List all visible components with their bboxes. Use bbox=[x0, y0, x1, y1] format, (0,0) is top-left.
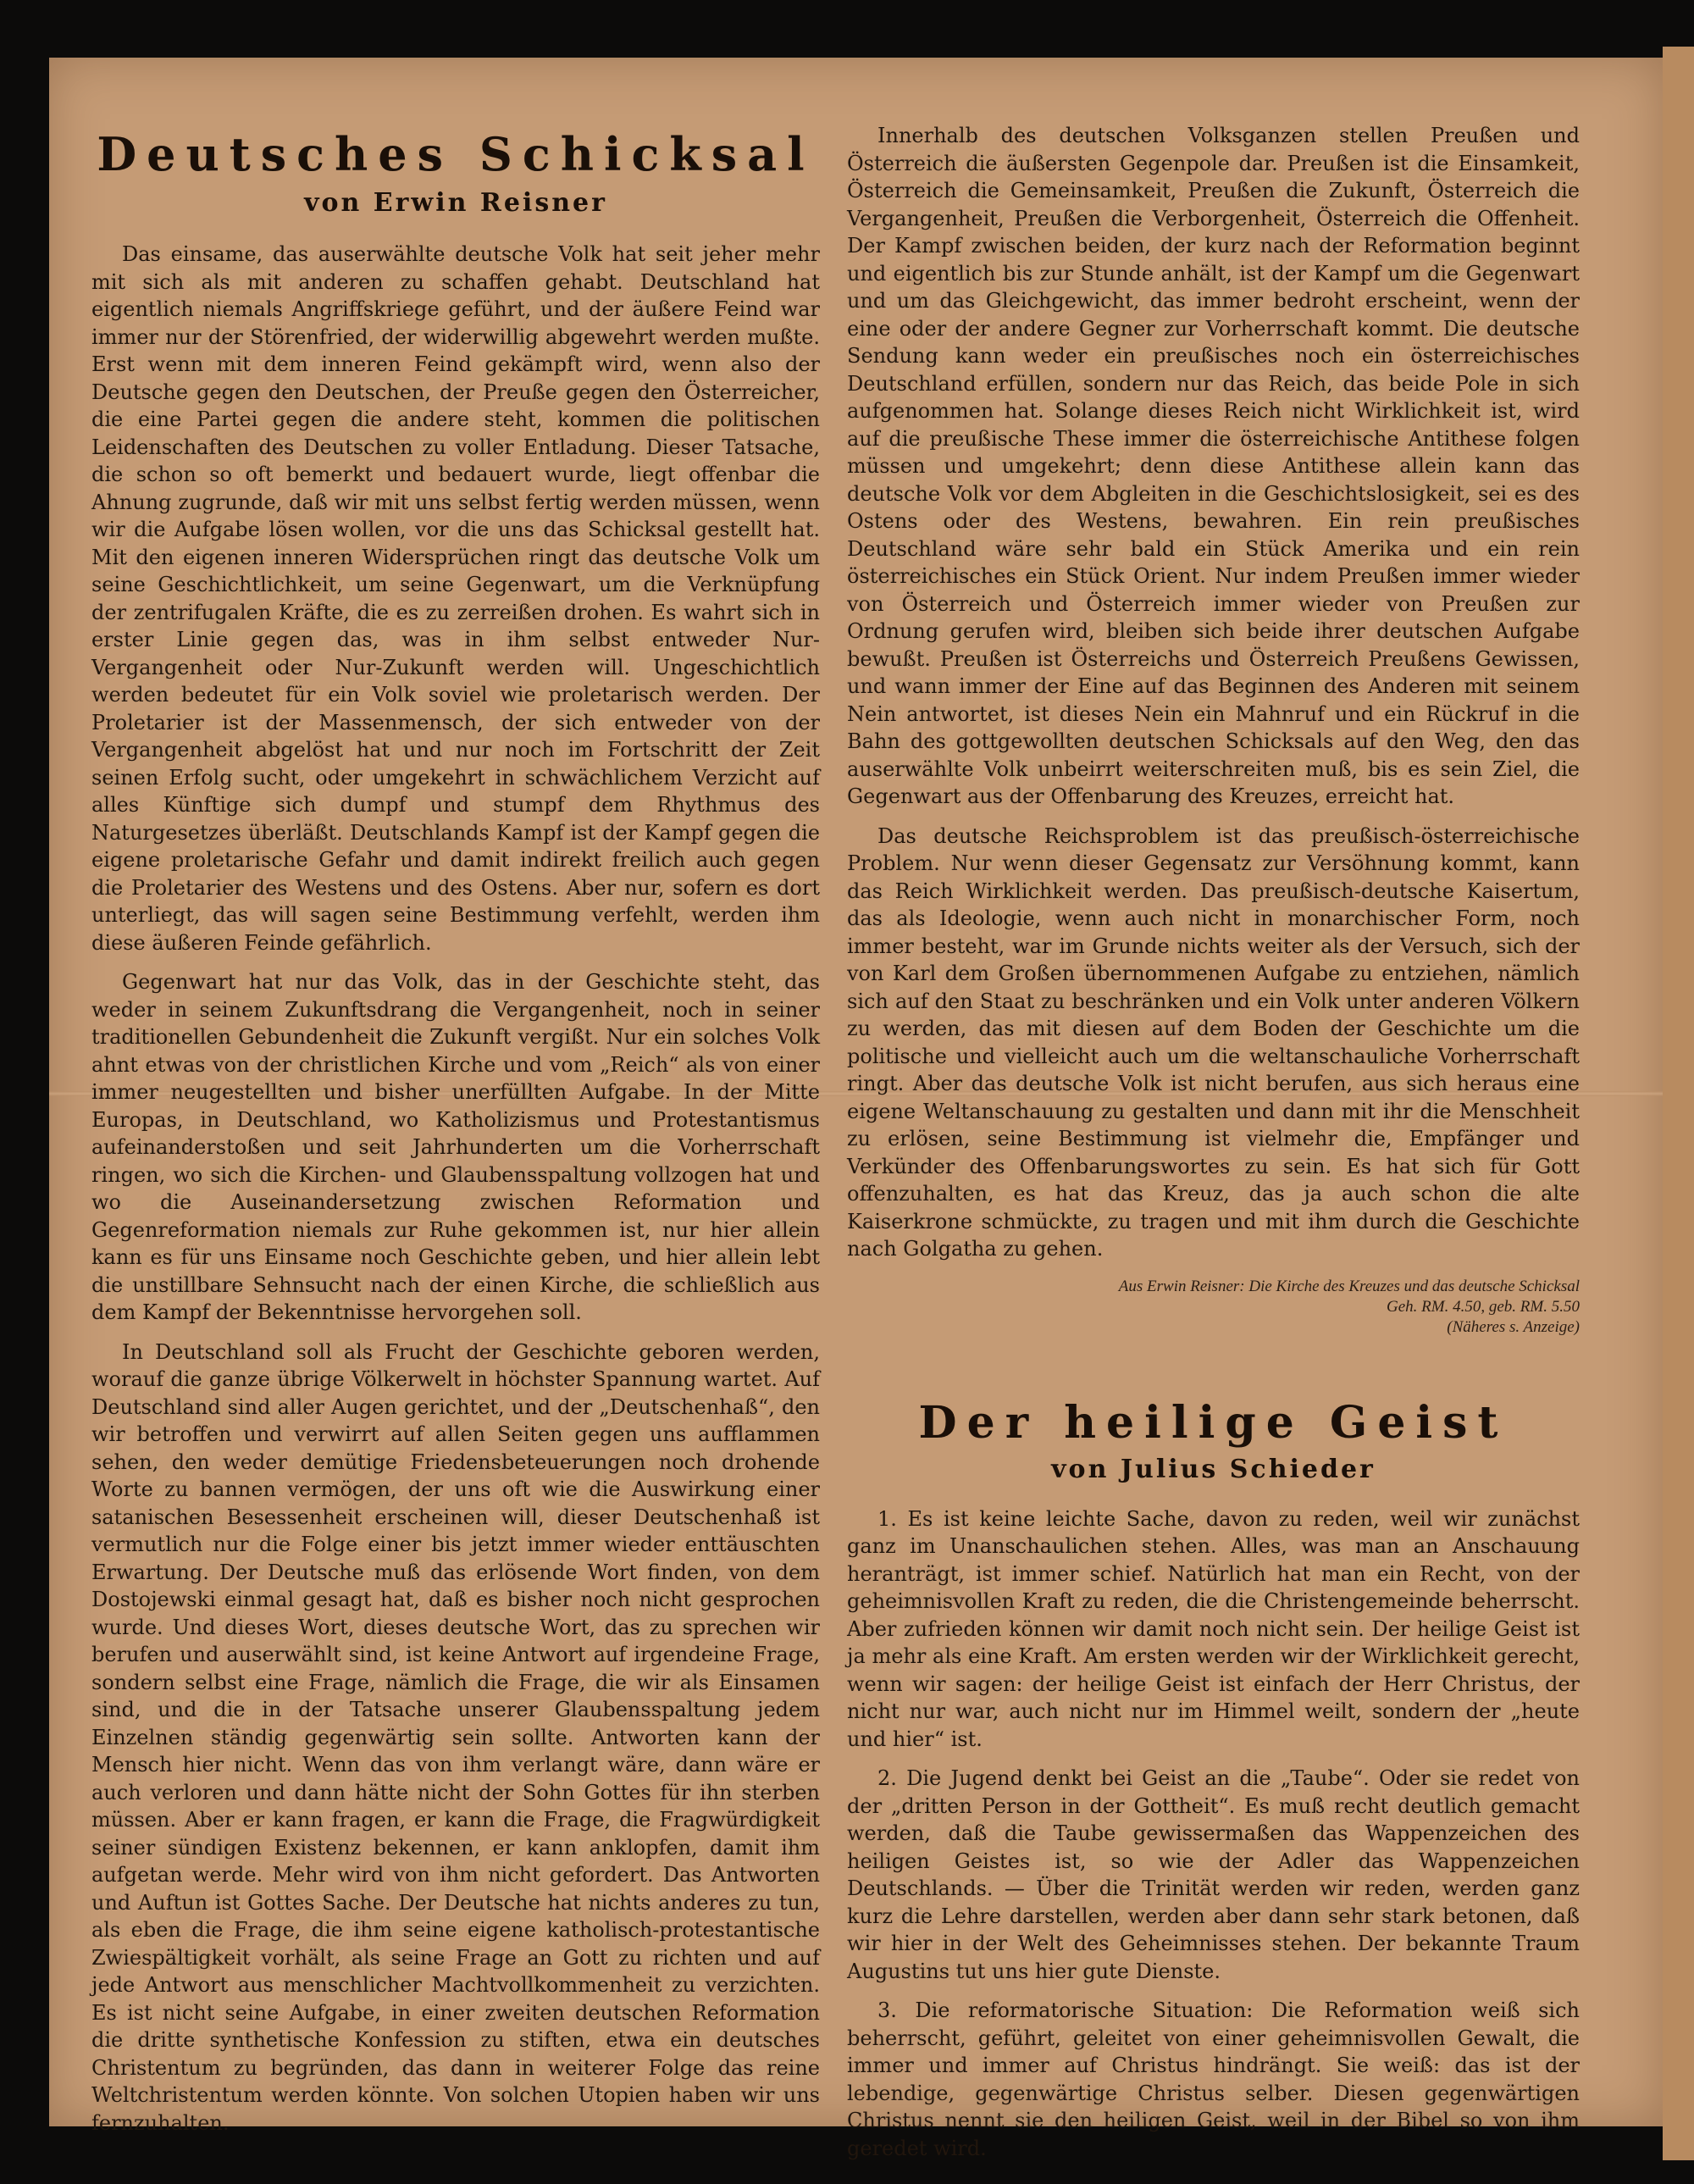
article1-paragraph: Gegenwart hat nur das Volk, das in der Geschichte steht, das weder in seinem Zukunftsdrang die Vergangenheit, noch in seiner traditionellen Gebundenheit die Zukunft vergißt. Nur ein solches Volk ahnt etwas von der christlichen Kirche und vom „Reich“ als von einer immer neugestellten und bisher unerfüllten Aufgabe. In der Mitte Europas, in Deutschland, wo Katholizismus und Protestantismus aufeinanderstoßen und seit Jahrhunderten um die Vorherrschaft ringen, wo sich die Kirchen- und Glaubensspaltung vollzogen hat und wo die Auseinandersetzung zwischen Reformation und Gegenreformation niemals zur Ruhe gekommen ist, nur hier allein kann es für uns Einsame noch Geschichte geben, und hier allein lebt die unstillbare Sehnsucht nach der einen Kirche, die schließlich aus dem Kampf der Bekenntnisse hervorgehen soll. bbox=[91, 970, 820, 1324]
article2-title: Der heilige Geist bbox=[918, 1396, 1509, 1449]
article2-paragraph: 2. Die Jugend denkt bei Geist an die „Taube“. Oder sie redet von der „dritten Person in der Gottheit“. Es muß recht deutlich gemacht werden, daß die Taube gewissermaßen das Wappenzeichen des heiligen Geistes ist, so wie der Adler das Wappenzeichen Deutschlands. — Über die Trinität werden wir reden, werden ganz kurz die Lehre darstellen, werden aber dann sehr stark betonen, daß wir hier in der Welt des Geheimnisses stehen. Der bekannte Traum Augustins tut uns hier gute Dienste. bbox=[847, 1766, 1580, 1983]
article1-paragraph: Das einsame, das auserwählte deutsche Volk hat seit jeher mehr mit sich als mit anderen zu schaffen gehabt. Deutschland hat eigentlich niemals Angriffskriege geführt, und der äußere Feind war immer nur der Störenfried, der widerwillig abgewehrt werden mußte. Erst wenn mit dem inneren Feind gekämpft wird, wenn also der Deutsche gegen den Deutschen, der Preuße gegen den Österreicher, die eine Partei gegen die andere steht, kommen die politischen Leidenschaften des Deutschen zu voller Entladung. Dieser Tatsache, die schon so oft bemerkt und bedauert wurde, liegt offenbar die Ahnung zugrunde, daß wir mit uns selbst fertig werden müssen, wenn wir die Aufgabe lösen wollen, vor die uns das Schicksal gestellt hat. Mit den eigenen inneren Widersprüchen ringt das deutsche Volk um seine Geschichtlichkeit, um seine Gegenwart, um die Verknüpfung der zentrifugalen Kräfte, die es zu zerreißen drohen. Es wahrt sich in erster Linie gegen das, was in ihm selbst entweder Nur-Vergangenheit oder Nur-Zukunft werden will. Ungeschichtlich werden bedeutet für ein Volk soviel wie proletarisch werden. Der Proletarier ist der Massenmensch, der sich entweder von der Vergangenheit abgelöst hat und nur noch im Fortschritt der Zeit seinen Erfolg sucht, oder umgekehrt in schwächlichem Verzicht auf alles Künftige sich dumpf und stumpf dem Rhythmus des Naturgesetzes überläßt. Deutschlands Kampf ist der Kampf gegen die eigene proletarische Gefahr und damit indirekt freilich auch gegen die Proletarier des Westens und des Ostens. Aber nur, sofern es dort unterliegt, das will sagen seine Bestimmung verfehlt, werden ihm diese äußeren Feinde gefährlich. bbox=[91, 242, 820, 955]
left-column bbox=[91, 127, 820, 2148]
source-line: Geh. RM. 4.50, geb. RM. 5.50 bbox=[1387, 1297, 1580, 1316]
article2-byline: von Julius Schieder bbox=[1051, 1454, 1376, 1484]
article1-byline: von Erwin Reisner bbox=[304, 188, 607, 218]
article1-paragraph: Innerhalb des deutschen Volksganzen stellen Preußen und Österreich die äußersten Gegenpole dar. Preußen ist die Einsamkeit, Österreich die Gemeinsamkeit, Preußen die Zukunft, Österreich die Vergangenheit, Preußen die Verborgenheit, Österreich die Offenheit. Der Kampf zwischen beiden, der kurz nach der Reformation beginnt und eigentlich bis zur Stunde anhält, ist der Kampf um die Gegenwart und um das Gleichgewicht, das immer bedroht erscheint, wenn der eine oder der andere Gegner zur Vorherrschaft kommt. Die deutsche Sendung kann weder ein preußisches noch ein österreichisches Deutschland erfüllen, sondern nur das Reich, das beide Pole in sich aufgenommen hat. Solange dieses Reich nicht Wirklichkeit ist, wird auf die preußische These immer die österreichische Antithese folgen müssen und umgekehrt; denn diese Antithese allein kann das deutsche Volk vor dem Abgleiten in die Geschichtslosigkeit, sei es des Ostens oder des Westens, bewahren. Ein rein preußisches Deutschland wäre sehr bald ein Stück Amerika und ein rein österreichisches ein Stück Orient. Nur indem Preußen immer wieder von Österreich und Österreich immer wieder von Preußen zur Ordnung gerufen wird, bleiben sich beide ihrer deutschen Aufgabe bewußt. Preußen ist Österreichs und Österreich Preußens Gewissen, und wann immer der Eine auf das Beginnen des Anderen mit seinem Nein antwortet, ist dieses Nein ein Mahnruf und ein Rückruf in die Bahn des gottgewollten deutschen Schicksals auf den Weg, den das auserwählte Volk unbeirrt weiterschreiten muß, bis es sein Ziel, die Gegenwart aus der Offenbarung des Kreuzes, erreicht hat. bbox=[847, 124, 1580, 808]
right-column bbox=[847, 122, 1580, 2174]
article2-paragraph: 3. Die reformatorische Situation: Die Reformation weiß sich beherrscht, geführt, geleitet von einer geheimnisvollen Gewalt, die immer und immer auf Christus hindrängt. Sie weiß: das ist der lebendige, gegenwärtige Christus selber. Diesen gegenwärtigen Christus nennt sie den heiligen Geist, weil in der Bibel so von ihm geredet wird. bbox=[847, 1998, 1580, 2160]
source-line: (Näheres s. Anzeige) bbox=[1447, 1317, 1580, 1336]
article1-paragraph: Das deutsche Reichsproblem ist das preußisch-österreichische Problem. Nur wenn dieser Gegensatz zur Versöhnung kommt, kann das Reich Wirklichkeit werden. Das preußisch-deutsche Kaisertum, das als Ideologie, wenn auch nicht in monarchischer Form, noch immer besteht, war im Grunde nichts weiter als der Versuch, sich der von Karl dem Großen übernommenen Aufgabe zu entziehen, nämlich sich auf den Staat zu beschränken und ein Volk unter anderen Völkern zu werden, das mit diesen auf dem Boden der Geschichte um die politische und vielleicht auch um die weltanschauliche Vorherrschaft ringt. Aber das deutsche Volk ist nicht berufen, aus sich heraus eine eigene Weltanschauung zu gestalten und dann mit ihr die Menschheit zu erlösen, seine Bestimmung ist vielmehr die, Empfänger und Verkünder des Offenbarungswortes zu sein. Es hat sich für Gott offenzuhalten, es hat das Kreuz, das ja auch schon die alte Kaiserkrone schmückte, zu tragen und mit ihm durch die Geschichte nach Golgatha zu gehen. bbox=[847, 823, 1580, 1261]
next-page-edge bbox=[1663, 47, 1694, 2160]
article1-title: Deutsches Schicksal bbox=[97, 127, 815, 181]
article2-paragraph: 1. Es ist keine leichte Sache, davon zu reden, weil wir zunächst ganz im Unanschaulichen stehen. Alles, was man an Anschauung heranträgt, ist immer schief. Natürlich hat man ein Recht, von der geheimnisvollen Kraft zu reden, die die Christengemeinde beherrscht. Aber zufrieden können wir damit noch nicht sein. Der heilige Geist ist ja mehr als eine Kraft. Am ersten werden wir der Wirklichkeit gerecht, wenn wir sagen: der heilige Geist ist einfach der Herr Christus, der nicht nur war, auch nicht nur im Himmel weilt, sondern der „heute und hier“ ist. bbox=[847, 1506, 1580, 1751]
article1-paragraph: In Deutschland soll als Frucht der Geschichte geboren werden, worauf die ganze übrige Völkerwelt in höchster Spannung wartet. Auf Deutschland sind aller Augen gerichtet, und der „Deutschenhaß“, den wir betroffen und verwirrt auf allen Seiten gegen uns aufflammen sehen, den weder demütige Friedensbeteuerungen noch drohende Worte zu bannen vermögen, der uns oft wie die Auswirkung einer satanischen Besessenheit erscheinen will, dieser Deutschenhaß ist vermutlich nur die Folge einer bis jetzt immer wieder enttäuschten Erwartung. Der Deutsche muß das erlösende Wort finden, von dem Dostojewski einmal gesagt hat, daß es bisher noch nicht gesprochen wurde. Und dieses Wort, dieses deutsche Wort, das zu sprechen wir berufen und auserwählt sind, ist keine Antwort auf irgendeine Frage, sondern selbst eine Frage, nämlich die Frage, die wir als Einsamen sind, und die in der Tatsache unserer Glaubensspaltung jedem Einzelnen ständig gegenwärtig sein sollte. Antworten kann der Mensch hier nicht. Wenn das von ihm verlangt wäre, dann wäre er auch verloren und dann hätte nicht der Sohn Gottes für ihn sterben müssen. Aber er kann fragen, er kann die Frage, die Fragwürdigkeit seiner sündigen Existenz bekennen, er kann anklopfen, damit ihm aufgetan werde. Mehr wird von ihm nicht gefordert. Das Antworten und Auftun ist Gottes Sache. Der Deutsche hat nichts anderes zu tun, als eben die Frage, die ihm seine eigene katholisch-protestantische Zwiespältigkeit vorhält, als seine Frage an Gott zu richten und auf jede Antwort aus menschlicher Machtvollkommenheit zu verzichten. Es ist nicht seine Aufgabe, in einer zweiten deutschen Reformation die dritte synthetische Konfession zu stiften, etwa ein deutsches Christentum zu begründen, das dann in weiterer Folge das reine Weltchristentum werden könnte. Von solchen Utopien haben wir uns fernzuhalten. bbox=[91, 1339, 820, 2135]
article1-source bbox=[847, 1277, 1580, 1338]
source-line: Aus Erwin Reisner: Die Kirche des Kreuzes und das deutsche Schicksal bbox=[1118, 1277, 1580, 1295]
